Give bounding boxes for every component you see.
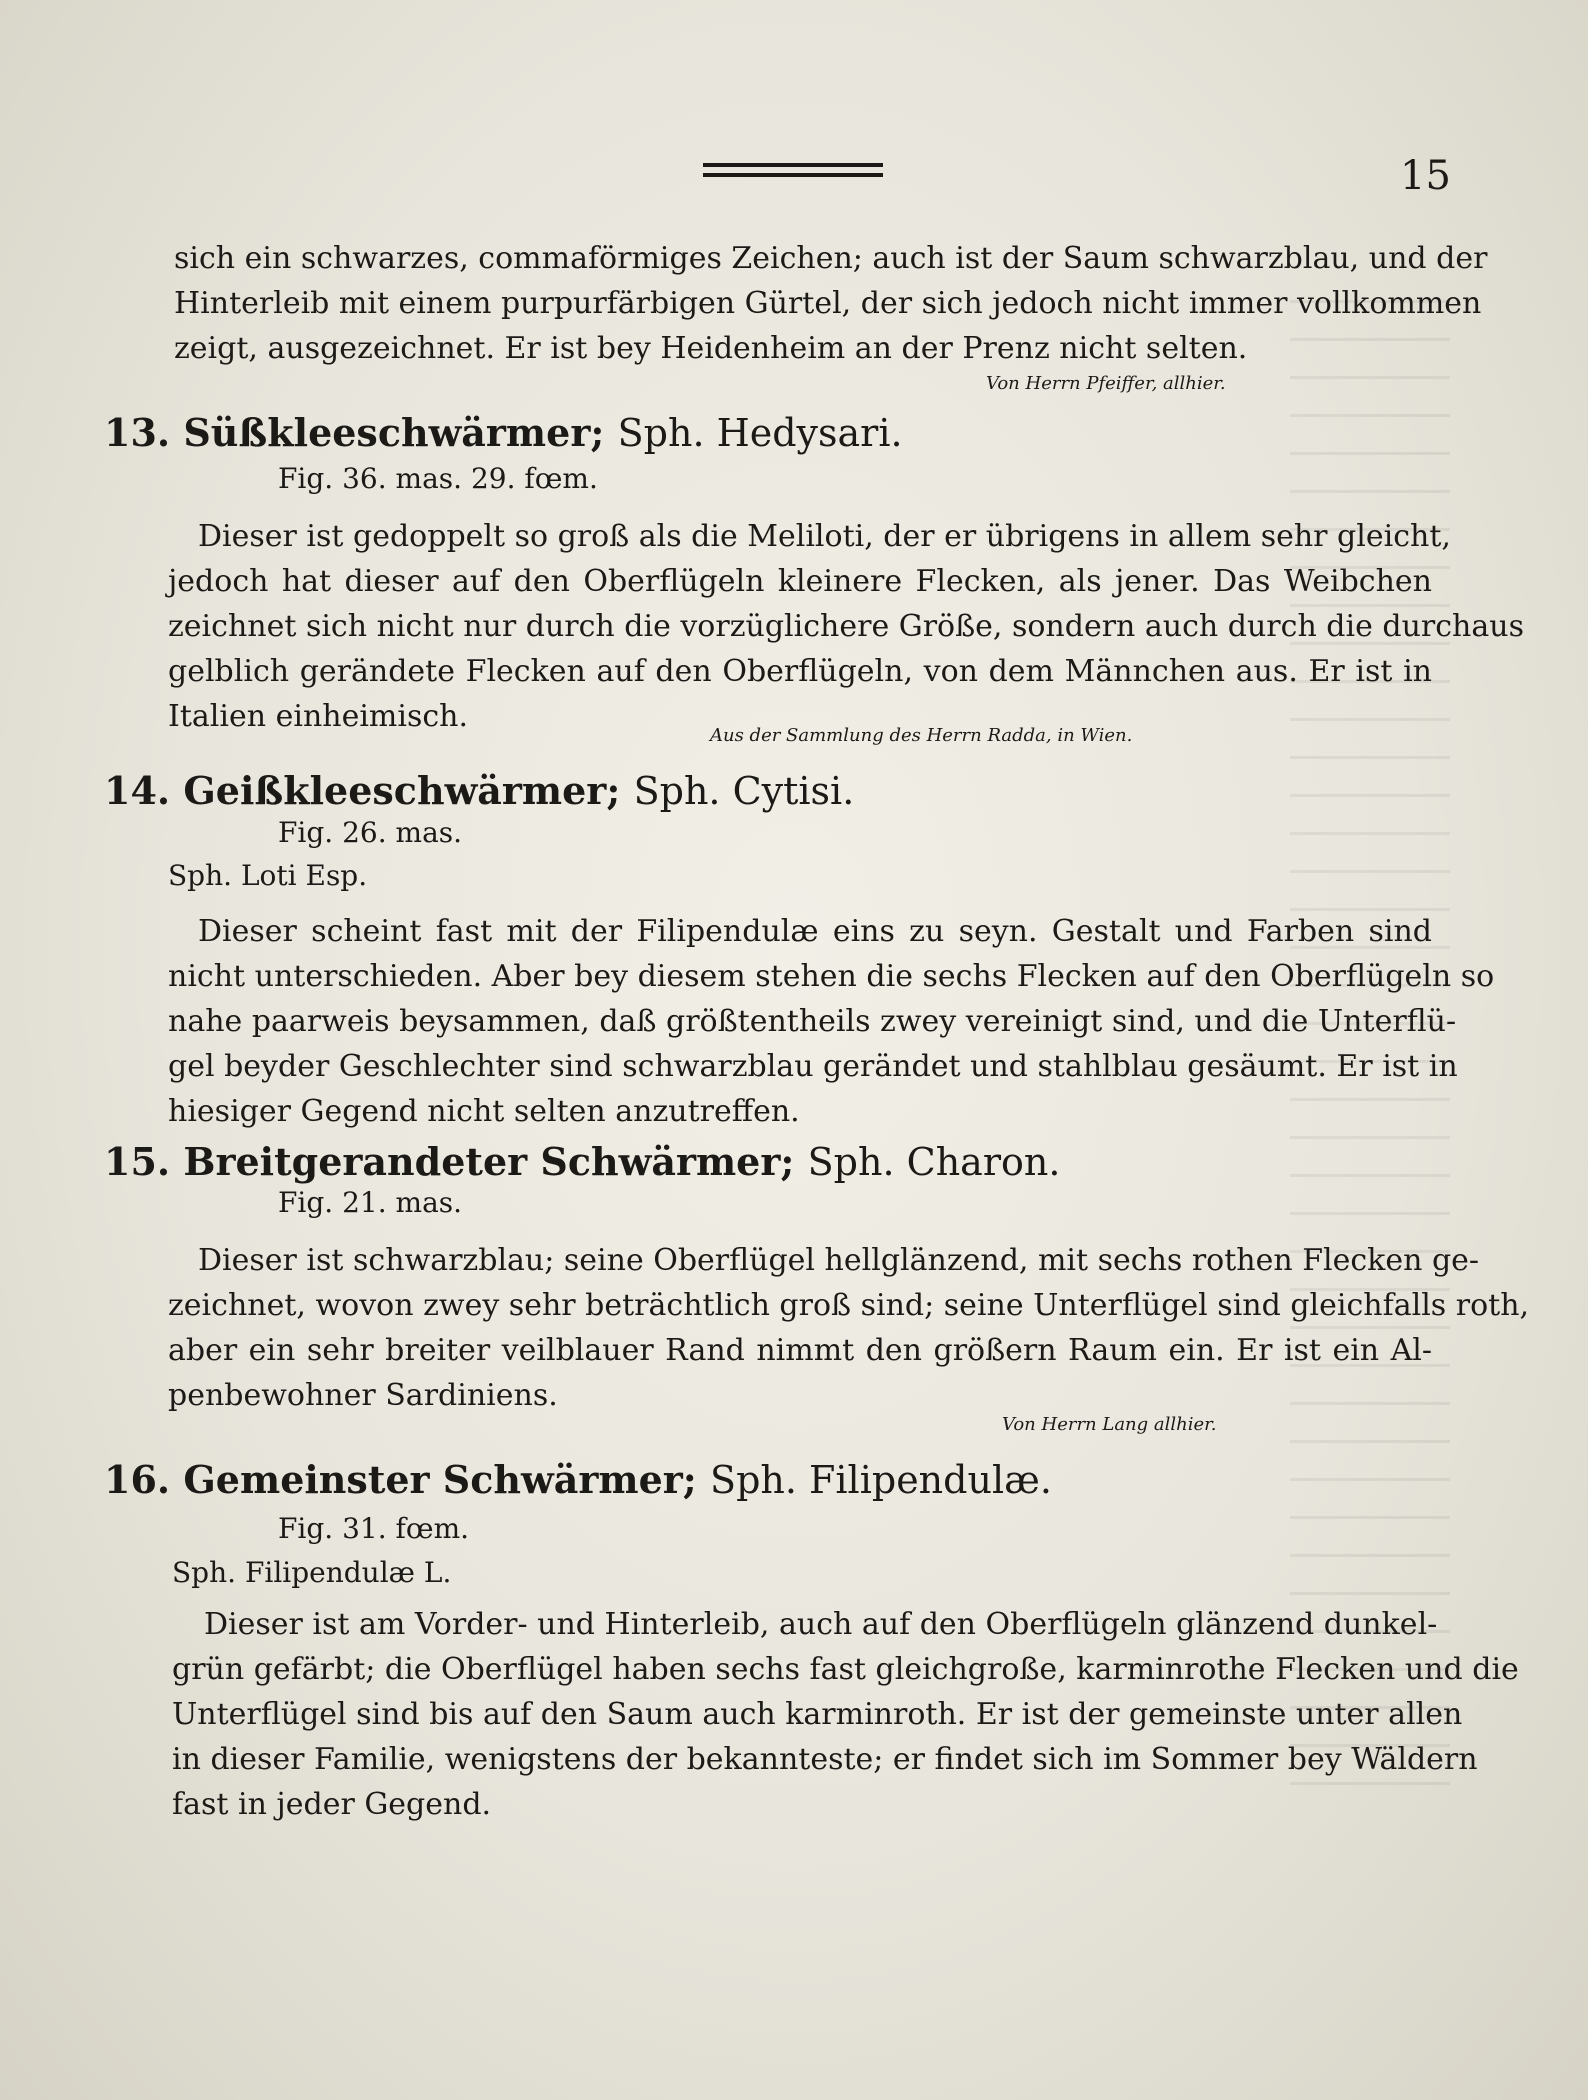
text-line: penbewohner Sardiniens. (168, 1378, 558, 1413)
entry-number: 14. (104, 768, 171, 813)
entry-latin-name: Sph. Filipendulæ. (710, 1458, 1052, 1502)
entry-name: Süßkleeschwärmer; (183, 410, 605, 455)
entry-number: 16. (104, 1457, 171, 1502)
text-line: Dieser scheint fast mit der Filipendulæ eins zu seyn. Gestalt und Farben sind (198, 914, 1432, 949)
text-line: sich ein schwarzes, commaförmiges Zeichen; auch ist der Saum schwarzblau, und der (174, 241, 1488, 276)
credit-line: Aus der Sammlung des Herrn Radda, in Wien. (710, 725, 1133, 746)
credit-line: Von Herrn Lang allhier. (1002, 1414, 1217, 1435)
entry-latin-name: Sph. Hedysari. (617, 411, 903, 455)
text-line: Unterflügel sind bis auf den Saum auch karminroth. Er ist der gemeinste unter allen (172, 1697, 1463, 1732)
entry-number: 15. (104, 1139, 171, 1184)
entry-name: Geißkleeschwärmer; (183, 768, 621, 813)
header-double-rule (703, 163, 883, 177)
text-line: in dieser Familie, wenigstens der bekannteste; er findet sich im Sommer bey Wäldern (172, 1742, 1478, 1777)
text-line: fast in jeder Gegend. (172, 1787, 492, 1822)
entry-heading (104, 410, 903, 456)
entry-name: Gemeinster Schwärmer; (183, 1457, 697, 1502)
text-line: Hinterleib mit einem purpurfärbigen Gürtel, der sich jedoch nicht immer vollkommen (174, 286, 1482, 321)
text-line: zeichnet, wovon zwey sehr beträchtlich groß sind; seine Unterflügel sind gleichfalls roth, (168, 1288, 1530, 1323)
entry-heading (104, 1457, 1052, 1503)
entry-name: Breitgerandeter Schwärmer; (183, 1139, 795, 1184)
text-line: zeigt, ausgezeichnet. Er ist bey Heidenheim an der Prenz nicht selten. (174, 331, 1248, 366)
text-line: hiesiger Gegend nicht selten anzutreffen. (168, 1094, 800, 1129)
text-line: Dieser ist schwarzblau; seine Oberflügel hellglänzend, mit sechs rothen Flecken ge- (198, 1243, 1480, 1278)
text-line: nicht unterschieden. Aber bey diesem stehen die sechs Flecken auf den Oberflügeln so (168, 959, 1495, 994)
figure-reference: Fig. 26. mas. (278, 816, 463, 849)
figure-reference: Fig. 31. fœm. (278, 1512, 470, 1545)
credit-line: Von Herrn Pfeiffer, allhier. (986, 373, 1226, 394)
figure-reference: Fig. 21. mas. (278, 1186, 463, 1219)
text-line: nahe paarweis beysammen, daß größtentheils zwey vereinigt sind, und die Unterflü- (168, 1004, 1457, 1039)
text-line: zeichnet sich nicht nur durch die vorzüglichere Größe, sondern auch durch die durchaus (168, 609, 1524, 644)
page-number: 15 (1400, 153, 1451, 199)
entry-latin-name: Sph. Charon. (807, 1140, 1061, 1184)
text-line: gel beyder Geschlechter sind schwarzblau gerändet und stahlblau gesäumt. Er ist in (168, 1049, 1458, 1084)
synonym-reference: Sph. Loti Esp. (168, 859, 368, 892)
entry-heading (104, 1139, 1060, 1185)
text-line: aber ein sehr breiter veilblauer Rand nimmt den größern Raum ein. Er ist ein Al- (168, 1333, 1432, 1368)
entry-number: 13. (104, 410, 171, 455)
text-line: Italien einheimisch. (168, 699, 469, 734)
text-line: Dieser ist gedoppelt so groß als die Meliloti, der er übrigens in allem sehr gleicht, (198, 519, 1451, 554)
text-line: gelblich gerändete Flecken auf den Oberflügeln, von dem Männchen aus. Er ist in (168, 654, 1432, 689)
figure-reference: Fig. 36. mas. 29. fœm. (278, 462, 598, 495)
entry-latin-name: Sph. Cytisi. (633, 769, 855, 813)
synonym-reference: Sph. Filipendulæ L. (172, 1556, 452, 1589)
text-line: grün gefärbt; die Oberflügel haben sechs fast gleichgroße, karminrothe Flecken und die (172, 1652, 1519, 1687)
text-line: Dieser ist am Vorder- und Hinterleib, auch auf den Oberflügeln glänzend dunkel- (204, 1607, 1438, 1642)
entry-heading (104, 768, 854, 814)
text-line: jedoch hat dieser auf den Oberflügeln kleinere Flecken, als jener. Das Weibchen (168, 564, 1432, 599)
